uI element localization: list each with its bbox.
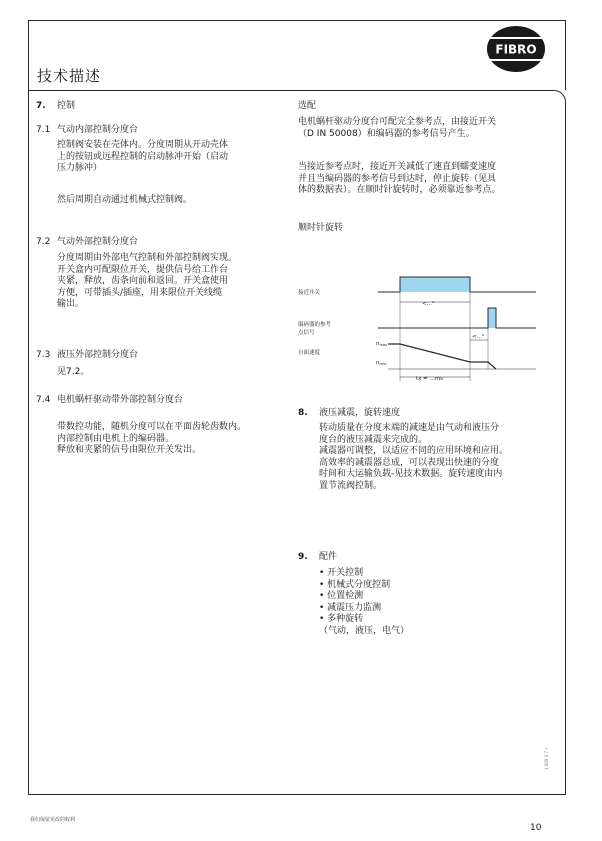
label-encoder-line2: 点信号 [298, 330, 315, 336]
encoder-signal-line [378, 308, 536, 328]
page-title: 技术描述 [37, 67, 102, 85]
section-7-1-number: 7.1 [36, 125, 51, 135]
options-paragraph-1: 电机蜗杆驱动分度台可配完全参考点，由接近开关 （D IN 50008）和编码器的参考信号产生。 [298, 117, 497, 139]
section-9-number: 9. [298, 552, 308, 562]
list-item-note: （气动，液压，电气） [319, 625, 410, 636]
list-item: • 多种旋转 [319, 614, 364, 625]
logo-text: FIBRO [495, 42, 537, 57]
options-title: 选配 [298, 101, 317, 111]
section-7-number: 7. [36, 101, 46, 111]
proximity-angle-label: <...° [422, 301, 435, 307]
table-speed-curve [388, 344, 496, 369]
section-7-4-number: 7.4 [36, 395, 51, 405]
label-table-speed: 台面速度 [298, 350, 321, 356]
fibro-logo [485, 24, 547, 74]
section-7-title: 控制 [57, 101, 76, 111]
section-7-3-paragraph: 见7.2。 [57, 367, 90, 377]
section-7-3-number: 7.3 [36, 350, 51, 360]
section-7-3-title: 液压外部控制分度台 [57, 350, 139, 360]
n-max-symbol: n [376, 341, 380, 347]
options-paragraph-2: 当接近参考点时，接近开关减低了速直到蠕变速度 并且当编码器的参考信号到达时，停止旋转（见具 体的数据表）。在顺时针旋转时，必须靠近参考点。 [298, 162, 501, 196]
proximity-pulse-fill [400, 277, 470, 292]
encoder-pulse-fill [488, 308, 496, 328]
section-7-1-paragraph-1: 控制阀安装在壳体内。分度周期从开动壳体 上的按钮或远程控制的启动脉冲开始（启动 压力脉冲） [57, 140, 229, 174]
section-9-title: 配件 [319, 552, 338, 562]
section-8-paragraph: 转动质量在分度末端的减速是由气动和液压分 度台的液压减震来完成的。 减震器可调整，以适应不同的应用环境和应用。 高效率的减震器总成，可以表现出快速的分度 时间和大运输负载-见技术数据。旋转速度由内 置节流阀控制。 [319, 423, 509, 491]
diagram-title: 顺时针旋转 [298, 223, 344, 233]
section-7-1-title: 气动内部控制分度台 [57, 125, 139, 135]
page-number: 10 [530, 823, 542, 833]
section-7-1-paragraph-2: 然后周期自动通过机械式控制阀。 [57, 195, 193, 205]
time-label: tx = ...ms [416, 376, 443, 382]
n-max-subscript: max. [379, 343, 389, 347]
label-encoder-line1: 编码器的参考 [298, 322, 332, 328]
n-min-label [376, 360, 387, 366]
section-7-2-number: 7.2 [36, 237, 51, 247]
list-item: • 位置检测 [319, 591, 364, 602]
section-7-4-title: 电机蜗杆驱动带外部控制分度台 [57, 395, 184, 405]
list-item: • 开关控制 [319, 568, 364, 578]
n-min-subscript: min. [379, 362, 388, 366]
clockwise-rotation-timing-diagram [296, 265, 546, 390]
section-8-title: 液压减震，旋转速度 [319, 408, 401, 418]
section-7-4-paragraph: 带数控功能，随机分度可以在平面齿轮齿数内。 内部控制由电机上的编码器。 释放和夹紧的信号由限位开关发出。 [57, 422, 247, 456]
n-min-symbol: n [376, 360, 380, 366]
section-7-2-title: 气动外部控制分度台 [57, 237, 139, 247]
footer-disclaimer: 我们保留更改的权利 [30, 817, 76, 823]
label-proximity-switch: 接近开关 [298, 290, 321, 296]
list-item: • 机械式分度控制 [319, 579, 391, 590]
accessories-list [319, 568, 409, 638]
list-item: • 减震压力监测 [319, 602, 382, 613]
section-7-2-paragraph: 分度周期由外部电气控制和外部控制阀实现。 开关盒内可配限位开关，提供信号给工作台 夹紧，释放，齿条向前和返回。开关盒使用 方便，可带插头/插座，用来限位开关线缆 输出。 [57, 253, 238, 310]
encoder-angle-label: <...° [472, 334, 485, 340]
section-8-number: 8. [298, 408, 308, 418]
n-max-label [376, 341, 388, 347]
document-code: 1 009 0 7 • [544, 747, 549, 770]
